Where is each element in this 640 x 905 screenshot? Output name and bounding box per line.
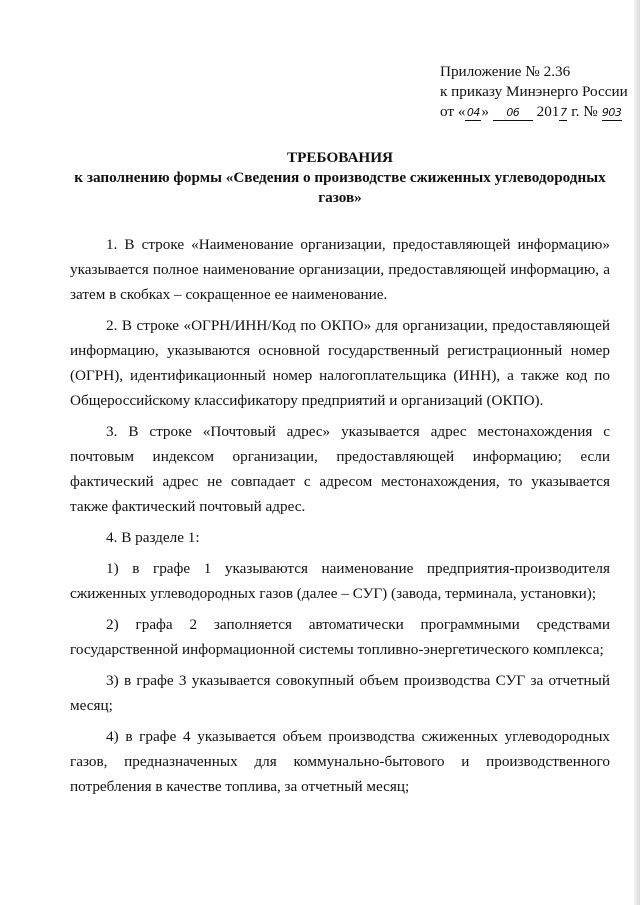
year-digit: 7	[560, 106, 567, 119]
paragraph-4-item-1: 1) в графе 1 указываются наименование предприятия-производителя сжиженных углеводородных газов (далее – СУГ) (завода, терминала, установки);	[70, 560, 610, 602]
paragraph-4-item-3: 3) в графе 3 указывается совокупный объем производства СУГ за отчетный месяц;	[70, 672, 610, 714]
appendix-number: Приложение № 2.36	[440, 63, 571, 80]
date-prefix: от «	[440, 103, 466, 120]
document-subtitle-line2: газов»	[318, 189, 362, 206]
order-number: 903	[601, 106, 622, 119]
appendix-header	[440, 62, 628, 122]
date-month: 06	[493, 106, 533, 121]
document-title: ТРЕБОВАНИЯ	[286, 149, 394, 166]
paragraph-4-item-4: 4) в графе 4 указывается объем производства сжиженных углеводородных газов, предназначенных для коммунально-бытового и производственного потребления в качестве топлива, за отчетный месяц;	[70, 728, 610, 795]
date-quote-close: »	[481, 103, 490, 120]
paragraph-1: 1. В строке «Наименование организации, предоставляющей информацию» указывается полное наименование организации, предоставляющей информацию, а затем в скобках – сокращенное ее наименование.	[70, 236, 610, 303]
page-edge-shadow	[634, 0, 640, 905]
year-prefix: 201	[536, 103, 560, 120]
paragraph-3: 3. В строке «Почтовый адрес» указывается адрес местонахождения с почтовым индексом организации, предоставляющей информацию; если фактический адрес не совпадает с адресом местонахождения, то указывается также фактический почтовый адрес.	[70, 423, 610, 515]
appendix-date-line	[440, 102, 628, 122]
document-body	[70, 232, 610, 805]
date-day: 04	[466, 106, 480, 119]
paragraph-4: 4. В разделе 1:	[106, 529, 200, 546]
paragraph-4-item-2: 2) графа 2 заполняется автоматически программными средствами государственной информационной системы топливно-энергетического комплекса;	[70, 616, 610, 658]
appendix-order-ref: к приказу Минэнерго России	[440, 83, 628, 100]
year-suffix: г. №	[567, 103, 598, 120]
document-subtitle-line1: к заполнению формы «Сведения о производстве сжиженных углеводородных	[74, 169, 606, 186]
paragraph-2: 2. В строке «ОГРН/ИНН/Код по ОКПО» для организации, предоставляющей информацию, указываются основной государственный регистрационный номер (ОГРН), идентификационный номер налогоплательщика (ИНН), а также код по Общероссийскому классификатору предприятий и организаций (ОКПО).	[70, 317, 610, 409]
